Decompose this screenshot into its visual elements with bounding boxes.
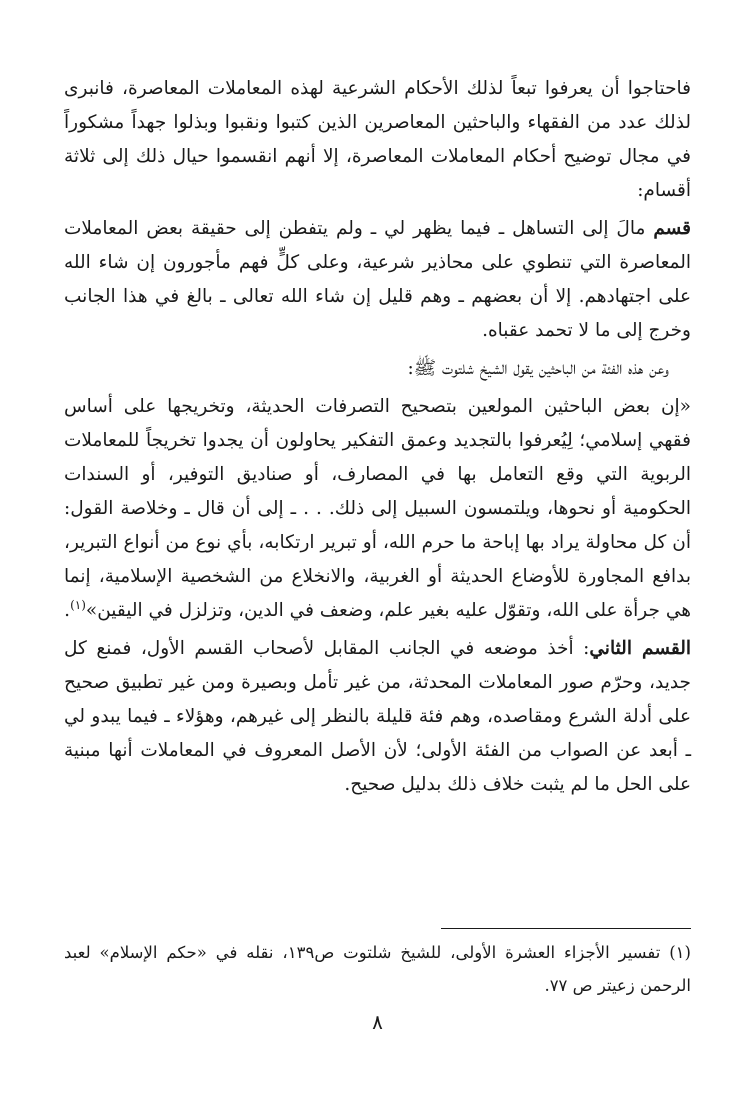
quotation-end: . — [64, 600, 71, 621]
quotation-text: «إن بعض الباحثين المولعين بتصحيح التصرفات الحديثة، وتخريجها على أساس فقهي إسلامي؛ لِيُعرفوا بالتجديد وعمق التفكير يحاولون أن يجدوا تخريجاً للمعاملات الربوية التي وقع التعامل بها في المصارف، أو صناديق التوفير، أو السندات الحكومية أو نحوها، ويلتمسون السبيل إلى ذلك. . . ـ إلى أن قال ـ وخلاصة القول: أن كل محاولة يراد بها إباحة ما حرم الله، أو تبرير ارتكابه، بأي نوع من أنواع التبرير، بدافع المجاورة للأوضاع الحديثة أو الغربية، والانخلاع من الشخصية الإسلامية، إنما هي جرأة على الله، وتقوّل عليه بغير علم، وضعف في الدين، وتزلزل في اليقين» — [64, 396, 691, 621]
paragraph-quote-intro: وعن هذه الفئة من الباحثين يقول الشيخ شلتوت ﷺ: — [407, 358, 669, 379]
footnote: (١) تفسير الأجزاء العشرة الأولى، للشيخ شلتوت ص١٣٩، نقله في «حكم الإسلام» لعبد الرحمن زعيتر ص ٧٧. — [64, 943, 691, 995]
page-number: ٨ — [372, 1010, 383, 1034]
first-group-heading: قسم — [653, 218, 691, 239]
paragraph-first-group — [64, 212, 691, 348]
footnote-reference[interactable]: (١) — [70, 597, 86, 612]
second-group-text: : أخذ موضعه في الجانب المقابل لأصحاب القسم الأول، فمنع كل جديد، وحرّم صور المعاملات المحدثة، من غير تأمل وبصيرة ومن غير تطبيق صحيح على أدلة الشرع ومقاصده، وهم فئة قليلة بالنظر إلى غيرهم، وهؤلاء ـ فيما يبدو لي ـ أبعد عن الصواب من الفئة الأولى؛ لأن الأصل المعروف في المعاملات أنها مبنية على الحل ما لم يثبت خلاف ذلك بدليل صحيح. — [64, 638, 691, 795]
first-group-text: مالَ إلى التساهل ـ فيما يظهر لي ـ ولم يتفطن إلى حقيقة بعض المعاملات المعاصرة التي تنطوي على محاذير شرعية، وعلى كلٍّ فهم مأجورون إن شاء الله على اجتهادهم. إلا أن بعضهم ـ وهم قليل إن شاء الله تعالى ـ بالغ في هذا الجانب وخرج إلى ما لا تحمد عقباه. — [64, 218, 691, 341]
second-group-heading: القسم الثاني — [589, 638, 691, 659]
paragraph-quotation — [64, 390, 691, 628]
page-body — [64, 72, 691, 802]
paragraph-intro: فاحتاجوا أن يعرفوا تبعاً لذلك الأحكام الشرعية لهذه المعاملات المعاصرة، فانبرى لذلك عدد من الفقهاء والباحثين المعاصرين الذين كتبوا ونقبوا وبذلوا جهداً مشكوراً في مجال توضيح أحكام المعاملات المعاصرة، إلا أنهم انقسموا حيال ذلك إلى ثلاثة أقسام: — [64, 78, 691, 201]
footnote-divider — [441, 928, 691, 929]
paragraph-second-group — [64, 632, 691, 802]
